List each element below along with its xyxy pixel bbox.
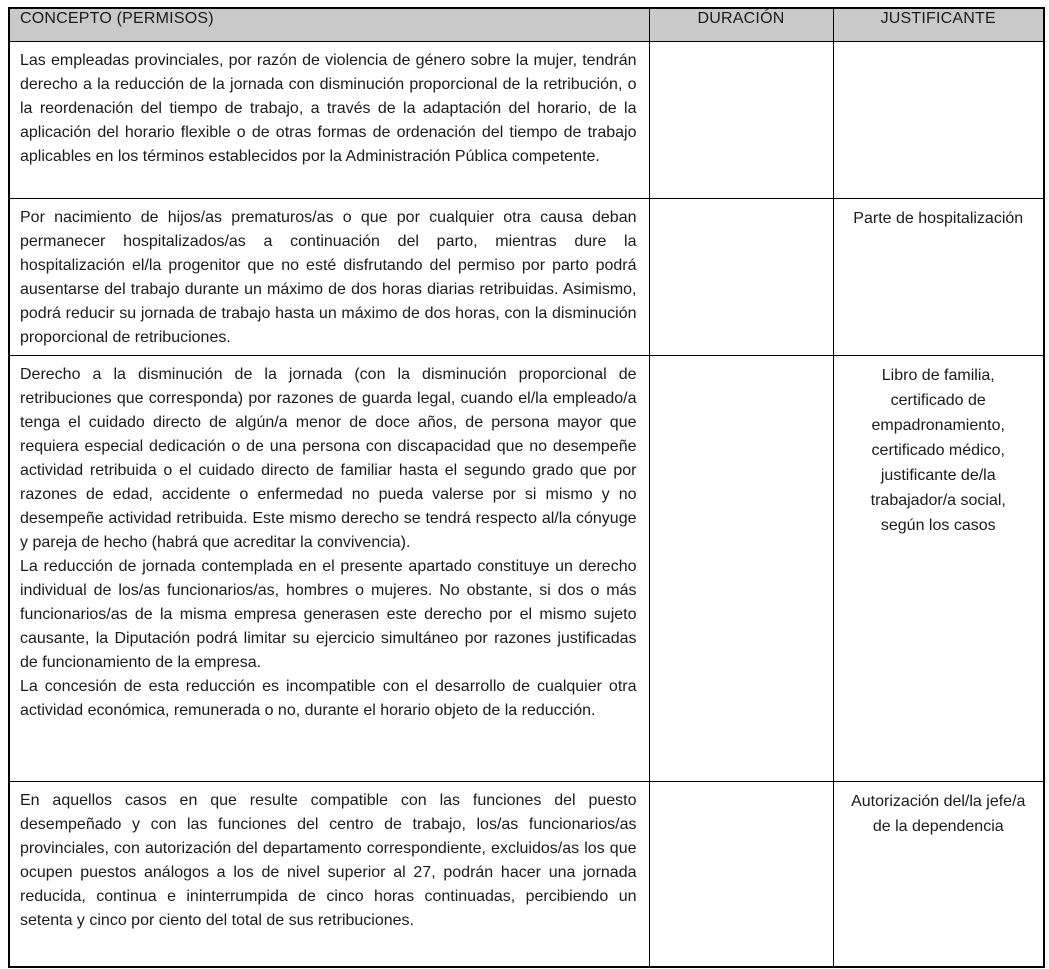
table-row — [9, 356, 1044, 782]
table-row — [9, 199, 1044, 356]
table-row — [9, 782, 1044, 967]
concepto-paragraph: Por nacimiento de hijos/as prematuros/as o que por cualquier otra causa deban permanecer hospitalizados/as a continuación del parto, mientras dure la hospitalización el/la progenitor que no esté disfrutando del permiso por parto podrá ausentarse del trabajo durante un máximo de dos horas diarias retribuidas. Asimismo, podrá reducir su jornada de trabajo hasta un máximo de dos horas, con la disminución proporcional de retribuciones. — [20, 209, 637, 346]
concepto-cell — [9, 42, 649, 199]
permisos-table — [8, 7, 1045, 968]
concepto-paragraph: Derecho a la disminución de la jornada (con la disminución proporcional de retribuciones que corresponda) por razones de guarda legal, cuando el/la empleado/a tenga el cuidado directo de algún/a menor de doce años, de persona mayor que requiera especial dedicación o de una persona con discapacidad que no desempeñe actividad retribuida o el cuidado directo de familiar hasta el segundo grado que por razones de edad, accidente o enfermedad no pueda valerse por si mismo y no desempeñe actividad retribuida. Este mismo derecho se tendrá respecto al/la cónyuge y pareja de hecho (habrá que acreditar la convivencia). — [20, 366, 637, 551]
header-duracion: DURACIÓN — [649, 8, 833, 42]
table-row — [9, 42, 1044, 199]
header-justificante: JUSTIFICANTE — [833, 8, 1044, 42]
duracion-cell — [649, 42, 833, 199]
concepto-cell — [9, 356, 649, 782]
concepto-paragraph: La concesión de esta reducción es incompatible con el desarrollo de cualquier otra actividad económica, remunerada o no, durante el horario objeto de la reducción. — [20, 678, 637, 719]
concepto-cell — [9, 782, 649, 967]
duracion-cell — [649, 356, 833, 782]
header-concepto: CONCEPTO (PERMISOS) — [9, 8, 649, 42]
concepto-paragraph: En aquellos casos en que resulte compatible con las funciones del puesto desempeñado y con las funciones del centro de trabajo, los/as funcionarios/as provinciales, con autorización del departamento correspondiente, excluidos/as los que ocupen puestos análogos a los de nivel superior al 27, podrán hacer una jornada reducida, continua e ininterrumpida de cinco horas continuadas, percibiendo un setenta y cinco por ciento del total de sus retribuciones. — [20, 792, 637, 929]
duracion-cell — [649, 199, 833, 356]
justificante-cell: Parte de hospitalización — [833, 199, 1044, 356]
duracion-cell — [649, 782, 833, 967]
concepto-paragraph: La reducción de jornada contemplada en el presente apartado constituye un derecho individual de los/as funcionarios/as, hombres o mujeres. No obstante, si dos o más funcionarios/as de la misma empresa generasen este derecho por el mismo sujeto causante, la Diputación podrá limitar su ejercicio simultáneo por razones justificadas de funcionamiento de la empresa. — [20, 558, 637, 671]
concepto-paragraph: Las empleadas provinciales, por razón de violencia de género sobre la mujer, tendrán derecho a la reducción de la jornada con disminución proporcional de la retribución, o la reordenación del tiempo de trabajo, a través de la adaptación del horario, de la aplicación del horario flexible o de otras formas de ordenación del tiempo de trabajo aplicables en los términos establecidos por la Administración Pública competente. — [20, 52, 637, 165]
header-row — [9, 8, 1044, 42]
justificante-cell — [833, 42, 1044, 199]
justificante-cell: Libro de familia, certificado de empadronamiento, certificado médico, justificante de/la trabajador/a social, según los casos — [833, 356, 1044, 782]
justificante-cell: Autorización del/la jefe/a de la dependencia — [833, 782, 1044, 967]
concepto-cell — [9, 199, 649, 356]
